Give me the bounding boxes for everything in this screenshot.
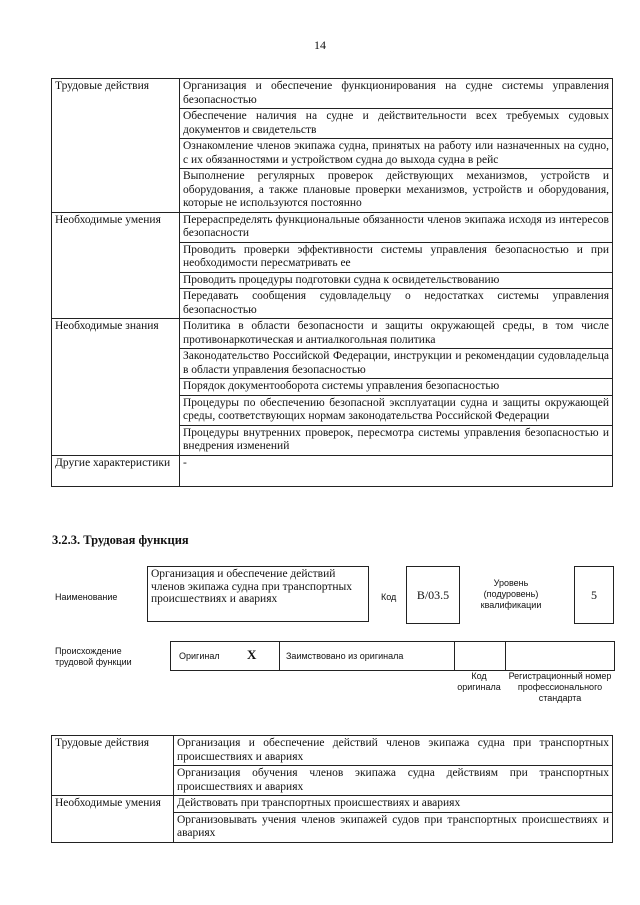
- labor-function-table-bottom: [51, 735, 613, 843]
- reg-number-caption: Регистрационный номер профессионального стандарта: [508, 671, 612, 703]
- function-name-box: [147, 566, 369, 622]
- level-value: 5: [591, 588, 597, 602]
- original-box: [170, 641, 280, 671]
- code-label: Код: [381, 592, 397, 602]
- origin-code-box: [454, 641, 506, 671]
- table-cell: Выполнение регулярных проверок действующих механизмов, устройств и оборудования, а также плановые проверки механизмов, устройств и оборудования, которые не используются постоянно: [180, 169, 613, 213]
- table-row: [52, 455, 613, 486]
- table-cell: Проводить процедуры подготовки судна к освидетельствованию: [180, 272, 613, 289]
- table-cell: Обеспечение наличия на судне и действительности всех требуемых судовых документов и свидетельств: [180, 109, 613, 139]
- table-cell: -: [180, 455, 613, 486]
- table-cell: Порядок документооборота системы управления безопасностью: [180, 379, 613, 396]
- page-number: 14: [314, 38, 326, 52]
- table-cell: Законодательство Российской Федерации, инструкции и рекомендации судовладельца в области управления безопасностью: [180, 349, 613, 379]
- level-label: Уровень (подуровень) квалификации: [480, 578, 542, 610]
- level-box: [574, 566, 614, 624]
- original-mark: X: [247, 647, 257, 662]
- section-heading: 3.2.3. Трудовая функция: [52, 533, 189, 547]
- function-code: B/03.5: [416, 588, 450, 602]
- borrowed-box: [279, 641, 455, 671]
- table-row: [52, 319, 613, 349]
- table-cell: Политика в области безопасности и защиты окружающей среды, в том числе противонаркотическая и антиалкогольная политика: [180, 319, 613, 349]
- reg-number-box: [505, 641, 615, 671]
- row-label: Необходимые умения: [52, 212, 180, 319]
- table-cell: Организация и обеспечение функционирования на судне системы управления безопасностью: [180, 79, 613, 109]
- origin-code-caption: Код оригинала: [457, 671, 501, 692]
- table-cell: Процедуры по обеспечению безопасной эксплуатации судна и защиты окружающей среды, соответствующих нормам законодательства Российской Федерации: [180, 395, 613, 425]
- borrowed-label: Заимствовано из оригинала: [286, 651, 404, 661]
- labor-function-table-top: [51, 78, 613, 487]
- table-cell: Передавать сообщения судовладельцу о недостатках системы управления безопасностью: [180, 289, 613, 319]
- table-row: [52, 736, 613, 766]
- table-row: [52, 796, 613, 813]
- row-label: Трудовые действия: [52, 736, 174, 796]
- name-label: Наименование: [55, 592, 118, 602]
- table-cell: Организация и обеспечение действий членов экипажа судна при транспортных происшествиях и авариях: [174, 736, 613, 766]
- table-row: [52, 212, 613, 242]
- row-label: Необходимые знания: [52, 319, 180, 456]
- table-cell: Организовывать учения членов экипажей судов при транспортных происшествиях и авариях: [174, 812, 613, 842]
- table-cell: Организация обучения членов экипажа судна действиям при транспортных происшествиях и авариях: [174, 766, 613, 796]
- row-label: Трудовые действия: [52, 79, 180, 213]
- table-cell: Ознакомление членов экипажа судна, принятых на работу или назначенных на судно, с их обязанностями и устройством судна до выхода судна в рейс: [180, 139, 613, 169]
- original-label: Оригинал: [179, 651, 220, 661]
- origin-label: Происхождение трудовой функции: [55, 646, 132, 667]
- function-code-box: [406, 566, 460, 624]
- table-cell: Проводить проверки эффективности системы управления безопасностью и при необходимости пересматривать ее: [180, 242, 613, 272]
- table-cell: Перераспределять функциональные обязанности членов экипажа исходя из интересов безопасности: [180, 212, 613, 242]
- row-label: Другие характеристики: [52, 455, 180, 486]
- table-row: [52, 79, 613, 109]
- table-cell: Действовать при транспортных происшествиях и авариях: [174, 796, 613, 813]
- table-cell: Процедуры внутренних проверок, пересмотра системы управления безопасностью и внедрения изменений: [180, 425, 613, 455]
- row-label: Необходимые умения: [52, 796, 174, 843]
- function-name: Организация и обеспечение действий членов экипажа судна при транспортных происшествиях и авариях: [151, 568, 353, 605]
